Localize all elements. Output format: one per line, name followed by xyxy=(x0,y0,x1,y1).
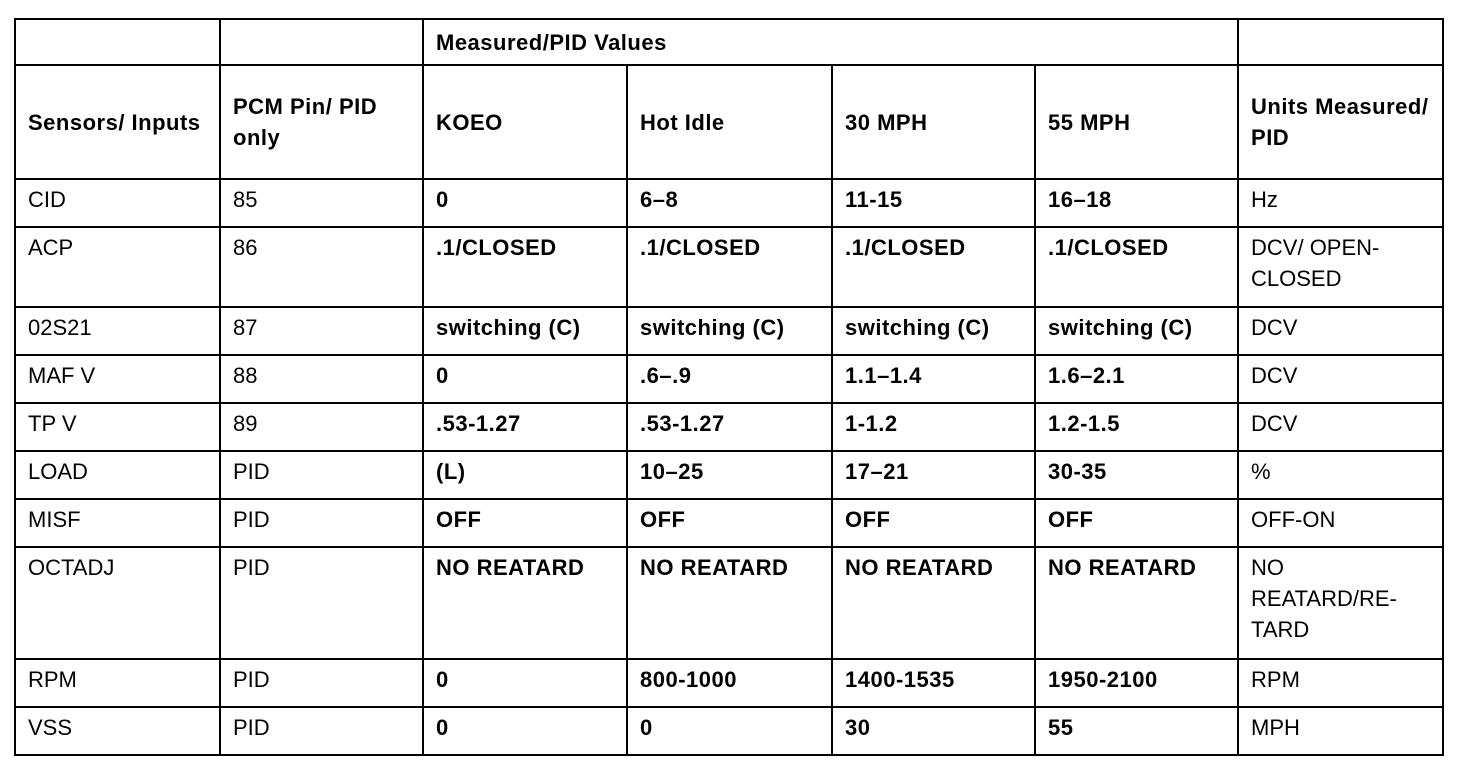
cell-55mph: 1.6–2.1 xyxy=(1035,355,1238,403)
cell-hot-idle: switching (C) xyxy=(627,307,832,355)
cell-55mph: 1.2-1.5 xyxy=(1035,403,1238,451)
cell-koeo: (L) xyxy=(423,451,627,499)
cell-koeo: 0 xyxy=(423,659,627,707)
cell-koeo: OFF xyxy=(423,499,627,547)
cell-55mph: 55 xyxy=(1035,707,1238,755)
cell-55mph: 16–18 xyxy=(1035,179,1238,227)
cell-30mph: 1.1–1.4 xyxy=(832,355,1035,403)
table-row xyxy=(15,227,1443,307)
cell-koeo: switching (C) xyxy=(423,307,627,355)
cell-hot-idle: OFF xyxy=(627,499,832,547)
cell-sensor: CID xyxy=(15,179,220,227)
cell-30mph: 30 xyxy=(832,707,1035,755)
cell-sensor: VSS xyxy=(15,707,220,755)
column-header-hot-idle: Hot Idle xyxy=(627,65,832,179)
table-row xyxy=(15,403,1443,451)
cell-sensor: MISF xyxy=(15,499,220,547)
column-header-55mph: 55 MPH xyxy=(1035,65,1238,179)
cell-pcm-pin: PID xyxy=(220,451,423,499)
cell-hot-idle: 10–25 xyxy=(627,451,832,499)
header-blank-cell xyxy=(220,19,423,65)
header-blank-cell xyxy=(1238,19,1443,65)
cell-units: % xyxy=(1238,451,1443,499)
cell-units: RPM xyxy=(1238,659,1443,707)
column-header-pcm-pin: PCM Pin/ PID only xyxy=(220,65,423,179)
cell-koeo: .53-1.27 xyxy=(423,403,627,451)
cell-pcm-pin: PID xyxy=(220,547,423,659)
cell-30mph: NO REATARD xyxy=(832,547,1035,659)
column-header-30mph: 30 MPH xyxy=(832,65,1035,179)
cell-30mph: 1400-1535 xyxy=(832,659,1035,707)
measured-values-group-header: Measured/PID Values xyxy=(423,19,1238,65)
table-row xyxy=(15,179,1443,227)
cell-pcm-pin: 85 xyxy=(220,179,423,227)
cell-pcm-pin: PID xyxy=(220,499,423,547)
cell-sensor: RPM xyxy=(15,659,220,707)
cell-hot-idle: 800-1000 xyxy=(627,659,832,707)
sensor-values-table xyxy=(14,18,1444,756)
table-row xyxy=(15,547,1443,659)
cell-units: DCV xyxy=(1238,307,1443,355)
cell-units: DCV xyxy=(1238,403,1443,451)
cell-sensor: MAF V xyxy=(15,355,220,403)
cell-units: MPH xyxy=(1238,707,1443,755)
cell-pcm-pin: PID xyxy=(220,659,423,707)
cell-hot-idle: NO REATARD xyxy=(627,547,832,659)
table-row xyxy=(15,707,1443,755)
cell-koeo: NO REATARD xyxy=(423,547,627,659)
cell-koeo: 0 xyxy=(423,707,627,755)
cell-sensor: 02S21 xyxy=(15,307,220,355)
cell-units: DCV xyxy=(1238,355,1443,403)
cell-55mph: 1950-2100 xyxy=(1035,659,1238,707)
cell-sensor: OCTADJ xyxy=(15,547,220,659)
cell-pcm-pin: 86 xyxy=(220,227,423,307)
cell-pcm-pin: 87 xyxy=(220,307,423,355)
cell-sensor: TP V xyxy=(15,403,220,451)
header-row xyxy=(15,65,1443,179)
cell-55mph: OFF xyxy=(1035,499,1238,547)
cell-30mph: 1-1.2 xyxy=(832,403,1035,451)
table-row xyxy=(15,307,1443,355)
cell-units: DCV/ OPEN-CLOSED xyxy=(1238,227,1443,307)
cell-30mph: 11-15 xyxy=(832,179,1035,227)
cell-hot-idle: .6–.9 xyxy=(627,355,832,403)
header-blank-cell xyxy=(15,19,220,65)
cell-30mph: switching (C) xyxy=(832,307,1035,355)
cell-pcm-pin: 88 xyxy=(220,355,423,403)
cell-pcm-pin: 89 xyxy=(220,403,423,451)
table-row xyxy=(15,659,1443,707)
column-header-units: Units Measured/ PID xyxy=(1238,65,1443,179)
cell-sensor: ACP xyxy=(15,227,220,307)
cell-55mph: NO REATARD xyxy=(1035,547,1238,659)
cell-hot-idle: .53-1.27 xyxy=(627,403,832,451)
cell-30mph: .1/CLOSED xyxy=(832,227,1035,307)
cell-units: Hz xyxy=(1238,179,1443,227)
cell-hot-idle: 6–8 xyxy=(627,179,832,227)
cell-koeo: 0 xyxy=(423,355,627,403)
cell-55mph: switching (C) xyxy=(1035,307,1238,355)
table-row xyxy=(15,451,1443,499)
table-row xyxy=(15,355,1443,403)
table-row xyxy=(15,499,1443,547)
column-header-koeo: KOEO xyxy=(423,65,627,179)
cell-30mph: OFF xyxy=(832,499,1035,547)
cell-55mph: 30-35 xyxy=(1035,451,1238,499)
column-header-sensors: Sensors/ Inputs xyxy=(15,65,220,179)
header-row-top xyxy=(15,19,1443,65)
cell-hot-idle: 0 xyxy=(627,707,832,755)
cell-units: OFF-ON xyxy=(1238,499,1443,547)
cell-pcm-pin: PID xyxy=(220,707,423,755)
cell-30mph: 17–21 xyxy=(832,451,1035,499)
cell-units: NO REATARD/RE-TARD xyxy=(1238,547,1443,659)
cell-hot-idle: .1/CLOSED xyxy=(627,227,832,307)
cell-55mph: .1/CLOSED xyxy=(1035,227,1238,307)
cell-sensor: LOAD xyxy=(15,451,220,499)
cell-koeo: 0 xyxy=(423,179,627,227)
cell-koeo: .1/CLOSED xyxy=(423,227,627,307)
